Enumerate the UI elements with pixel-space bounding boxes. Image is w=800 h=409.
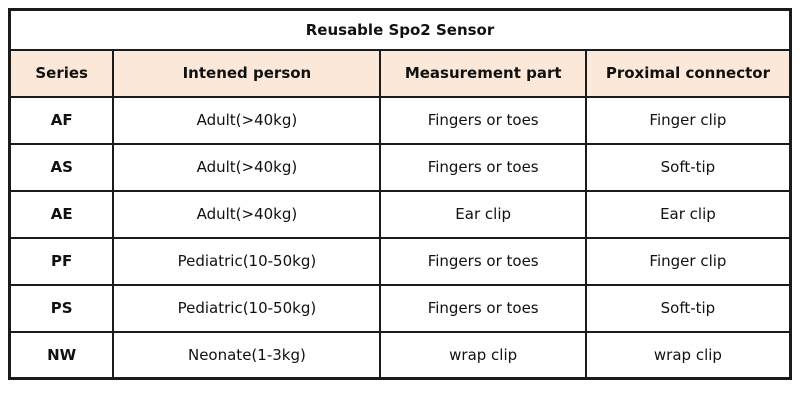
table-row <box>10 332 791 379</box>
table-row <box>10 191 791 238</box>
cell-measurement-part: Ear clip <box>380 191 585 238</box>
column-header-measurement-part: Measurement part <box>380 50 585 97</box>
cell-intended-person: Pediatric(10-50kg) <box>113 238 380 285</box>
column-header-series: Series <box>10 50 114 97</box>
cell-proximal-connector: Finger clip <box>586 238 791 285</box>
column-header-intended-person: Intened person <box>113 50 380 97</box>
table-title: Reusable Spo2 Sensor <box>10 10 791 50</box>
cell-intended-person: Pediatric(10-50kg) <box>113 285 380 332</box>
spo2-sensor-table <box>8 8 792 380</box>
cell-intended-person: Adult(>40kg) <box>113 191 380 238</box>
cell-intended-person: Adult(>40kg) <box>113 97 380 144</box>
header-row <box>10 50 791 97</box>
table-row <box>10 97 791 144</box>
table-row <box>10 144 791 191</box>
cell-series: NW <box>10 332 114 379</box>
cell-series: AE <box>10 191 114 238</box>
column-header-proximal-connector: Proximal connector <box>586 50 791 97</box>
table-row <box>10 285 791 332</box>
cell-proximal-connector: Finger clip <box>586 97 791 144</box>
cell-intended-person: Adult(>40kg) <box>113 144 380 191</box>
cell-proximal-connector: Soft-tip <box>586 285 791 332</box>
cell-measurement-part: Fingers or toes <box>380 285 585 332</box>
cell-intended-person: Neonate(1-3kg) <box>113 332 380 379</box>
table-row <box>10 238 791 285</box>
cell-series: PF <box>10 238 114 285</box>
cell-series: AF <box>10 97 114 144</box>
cell-series: PS <box>10 285 114 332</box>
cell-series: AS <box>10 144 114 191</box>
cell-measurement-part: Fingers or toes <box>380 97 585 144</box>
cell-measurement-part: Fingers or toes <box>380 144 585 191</box>
cell-measurement-part: wrap clip <box>380 332 585 379</box>
cell-proximal-connector: wrap clip <box>586 332 791 379</box>
cell-proximal-connector: Ear clip <box>586 191 791 238</box>
cell-measurement-part: Fingers or toes <box>380 238 585 285</box>
title-row <box>10 10 791 50</box>
cell-proximal-connector: Soft-tip <box>586 144 791 191</box>
